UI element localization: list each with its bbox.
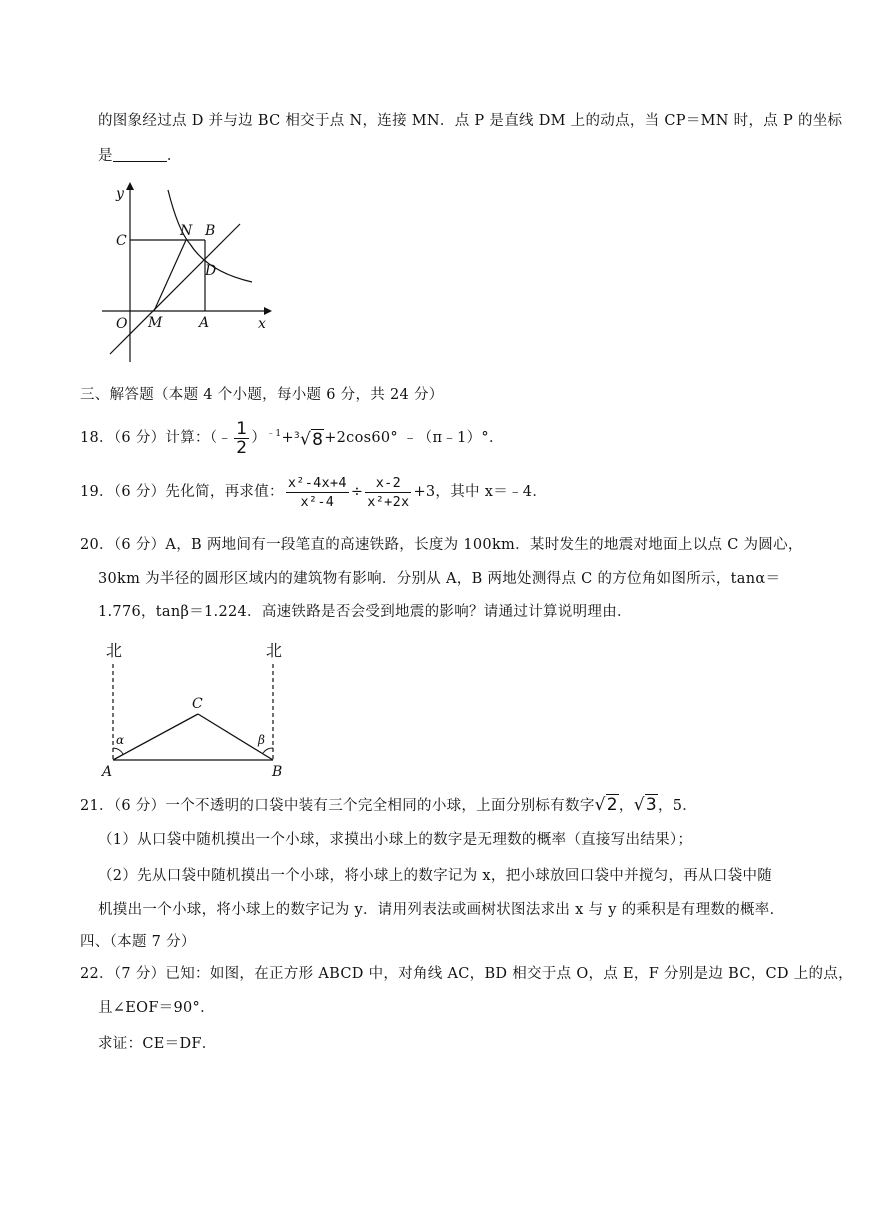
label-north-left: 北 [106, 641, 123, 660]
q18-frac-num: 1 [236, 418, 248, 439]
q18-prefix: 18．（6 分）计算：（﹣ [80, 430, 233, 446]
q19-f2-num: x-2 [365, 474, 411, 493]
q19-f1-num: x²-4x+4 [287, 474, 347, 491]
label-north-right: 北 [266, 641, 283, 660]
q20-line1: 20．（6 分）A，B 两地间有一段笔直的高速铁路，长度为 100km．某时发生的地震对地面上以点 C 为圆心， [80, 537, 803, 553]
q17-line2-prefix: 是 [98, 148, 113, 164]
label-M: M [148, 315, 163, 331]
answer-blank [113, 147, 167, 162]
q19-f1-den: x²-4 [300, 493, 335, 510]
label-O: O [116, 316, 128, 332]
q18-rest: +2cos60° ﹣（π﹣1）°． [324, 430, 504, 446]
q21-line1-prefix: 21．（6 分）一个不透明的口袋中装有三个完全相同的小球，上面分别标有数字 [80, 798, 595, 814]
q20-line2: 30km 为半径的圆形区域内的建筑物有影响．分别从 A，B 两地处测得点 C 的方位角如图所示，tanα＝ [98, 571, 781, 587]
q18-fraction [234, 420, 249, 457]
label-A: A [199, 315, 210, 331]
q18-exponent: ﹣1 [266, 429, 282, 439]
label-D: D [205, 263, 217, 279]
q21-line4: 机摸出一个小球，将小球上的数字记为 y．请用列表法或画树状图法求出 x 与 y 的乘积是有理数的概率． [98, 902, 785, 918]
label-N: N [180, 223, 193, 239]
q19-prefix: 19．（6 分）先化简，再求值： [80, 484, 284, 500]
label-x: x [258, 316, 266, 332]
q18-cube-root: $^3$√8 [293, 429, 324, 450]
q18-root-index: 3 [293, 431, 300, 442]
q17-text-line2 [98, 146, 182, 166]
q19-fraction-2 [365, 474, 411, 511]
q22-line2: 且∠EOF＝90°． [98, 1000, 215, 1016]
q20-bearing-figure [98, 636, 298, 780]
q17-coordinate-figure [98, 178, 278, 364]
section4-heading: 四、（本题 7 分） [80, 934, 196, 950]
q17-text-line1: 的图象经过点 D 并与边 BC 相交于点 N，连接 MN．点 P 是直线 DM 上的动点，当 CP＝MN 时，点 P 的坐标 [98, 113, 843, 129]
q21-sqrt2: √2 [594, 795, 618, 815]
label-y: y [116, 186, 124, 202]
q21-line1-suffix: ，5． [657, 798, 698, 814]
label-B: B [272, 764, 283, 780]
q19-fraction-1 [286, 474, 349, 511]
q19-f2-den: x²+2x [367, 493, 410, 510]
q18-radicand: 8 [312, 429, 324, 450]
q22-line1: 22．（7 分）已知：如图，在正方形 ABCD 中，对角线 AC，BD 相交于点 O，点 E，F 分别是边 BC，CD 上的点， [80, 966, 853, 982]
label-C: C [192, 696, 203, 712]
q18-frac-den: 2 [236, 437, 248, 458]
q17-line2-suffix: ． [166, 148, 182, 164]
label-beta: β [258, 733, 265, 747]
label-C: C [116, 233, 127, 249]
label-alpha: α [116, 733, 125, 747]
q20-line3: 1.776，tanβ＝1.224．高速铁路是否会受到地震的影响？请通过计算说明理由． [98, 604, 632, 620]
q21-radicand-3: 3 [645, 795, 657, 815]
q21-line2: （1）从口袋中随机摸出一个小球，求摸出小球上的数字是无理数的概率（直接写出结果）； [98, 832, 693, 848]
section3-heading: 三、解答题（本题 4 个小题，每小题 6 分，共 24 分） [80, 387, 444, 403]
q18-close: ） [251, 430, 267, 446]
q21-radicand-2: 2 [606, 795, 618, 815]
q21-line3: （2）先从口袋中随机摸出一个小球，将小球上的数字记为 x，把小球放回口袋中并搅匀，再从口袋中随 [98, 868, 773, 884]
q18-text [80, 418, 504, 458]
q18-plus: + [281, 430, 294, 446]
q21-sqrt3: √3 [633, 795, 657, 815]
label-B: B [205, 223, 216, 239]
q19-suffix: +3，其中 x＝﹣4． [413, 484, 548, 500]
q19-divide: ÷ [350, 484, 364, 500]
q22-line3: 求证：CE＝DF． [98, 1036, 217, 1052]
q21-line1 [80, 795, 697, 816]
q19-text [80, 468, 547, 516]
q21-sep: ， [618, 798, 634, 814]
label-A: A [102, 764, 113, 780]
